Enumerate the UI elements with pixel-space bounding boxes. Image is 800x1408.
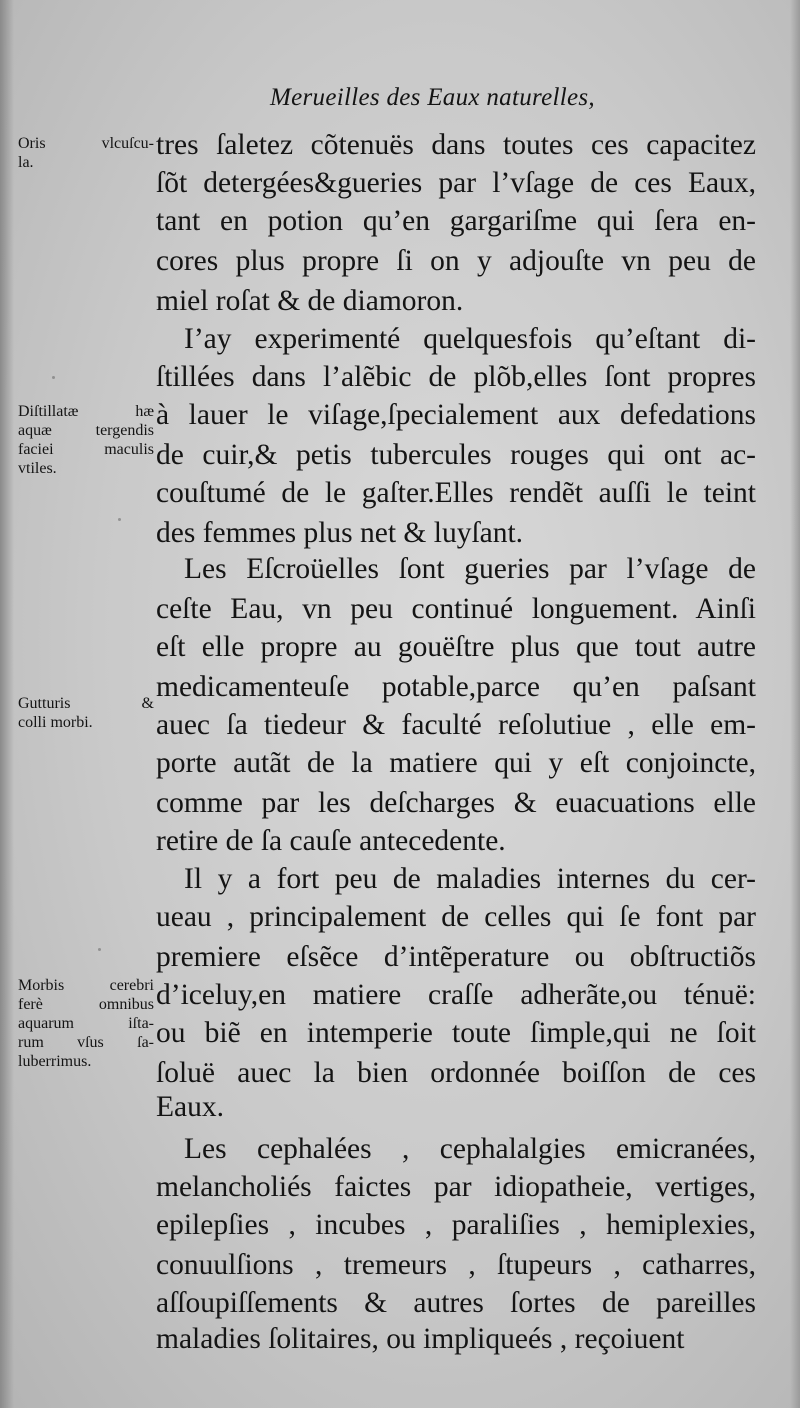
text-line: couſtumé de le gaſter.Elles rendẽt auſſi le teint [156, 477, 756, 509]
paper-speck [52, 376, 55, 379]
text-line: retire de ſa cauſe antecedente. [156, 825, 506, 857]
margin-note [18, 134, 154, 172]
text-line: aſſoupiſſements & autres ſortes de pareilles [156, 1287, 756, 1319]
running-head: Merueilles des Eaux naturelles, [270, 84, 595, 111]
text-line: ceſte Eau, vn peu continué longuement. Ainſi [156, 593, 756, 625]
margin-note-line: faciei maculis [18, 441, 154, 458]
text-line: cores plus propre ſi on y adjouſte vn peu de [156, 245, 756, 277]
margin-note-line: Morbis cerebri [18, 977, 154, 994]
text-line: ueau , principalement de celles qui ſe font par [156, 901, 756, 933]
margin-note-line: la. [18, 154, 34, 171]
margin-note-line: ferè omnibus [18, 996, 154, 1013]
text-line: premiere eſsẽce d’intẽperature ou obſtructiõs [156, 941, 756, 973]
margin-note [18, 976, 154, 1071]
text-line: ſoluë auec la bien ordonnée boiſſon de ces [156, 1057, 756, 1089]
text-line: conuulſions , tremeurs , ſtupeurs , catharres, [156, 1249, 756, 1281]
text-line: I’ay experimenté quelquesfois qu’eſtant di- [184, 323, 756, 355]
margin-note-line: luberrimus. [18, 1053, 92, 1070]
text-line: melancholiés faictes par idiopatheie, vertiges, [156, 1171, 756, 1203]
margin-note-line: rum vſus ſa- [18, 1034, 154, 1051]
margin-note-line: Gutturis & [18, 695, 154, 712]
text-line: Il y a fort peu de maladies internes du cer- [184, 863, 756, 895]
paper-speck [98, 948, 101, 951]
margin-note-line: aquarum iſta- [18, 1015, 154, 1032]
margin-note [18, 694, 154, 732]
text-line: à lauer le viſage,ſpecialement aux defedations [156, 399, 756, 431]
text-line: miel roſat & de diamoron. [156, 285, 464, 317]
text-line: tres ſaletez cõtenuës dans toutes ces capacitez [156, 129, 756, 161]
margin-note-line: aquæ tergendis [18, 422, 154, 439]
text-line: eſt elle propre au gouëſtre plus que tout autre [156, 631, 756, 663]
text-line: Eaux. [156, 1091, 224, 1123]
text-line: medicamenteuſe potable,parce qu’en paſsant [156, 671, 756, 703]
text-line: des femmes plus net & luyſant. [156, 517, 524, 549]
text-line: epilepſies , incubes , paraliſies , hemiplexies, [156, 1209, 756, 1241]
text-line: auec ſa tiedeur & faculté reſolutiue , elle em- [156, 709, 756, 741]
margin-note-line: Oris vlcuſcu- [18, 135, 154, 152]
text-line: d’iceluy,en matiere craſſe adherãte,ou ténuë: [156, 979, 756, 1011]
margin-note [18, 402, 154, 478]
text-line: Les cephalées , cephalalgies emicranées, [184, 1133, 756, 1165]
text-line: Les Eſcroüelles ſont gueries par l’vſage de [184, 553, 756, 585]
text-line: de cuir,& petis tubercules rouges qui ont ac- [156, 439, 756, 471]
text-line: comme par les deſcharges & euacuations elle [156, 787, 756, 819]
margin-note-line: vtiles. [18, 460, 57, 477]
margin-note-line: colli morbi. [18, 714, 93, 731]
text-line: maladies ſolitaires, ou impliqueés , reçoiuent [156, 1323, 685, 1355]
page-edge-shadow [0, 0, 14, 1408]
text-line: tant en potion qu’en gargariſme qui ſera en- [156, 205, 756, 237]
text-line: porte autãt de la matiere qui y eſt conjoincte, [156, 747, 756, 779]
text-line: ou biẽ en intemperie toute ſimple,qui ne ſoit [156, 1017, 756, 1049]
text-line: ſõt detergées&gueries par l’vſage de ces Eaux, [156, 167, 756, 199]
paper-speck [118, 518, 121, 521]
page-edge-shadow [790, 0, 800, 1408]
text-line: ſtillées dans l’alẽbic de plõb,elles ſont propres [156, 361, 756, 393]
margin-note-line: Diſtillatæ hæ [18, 403, 154, 420]
